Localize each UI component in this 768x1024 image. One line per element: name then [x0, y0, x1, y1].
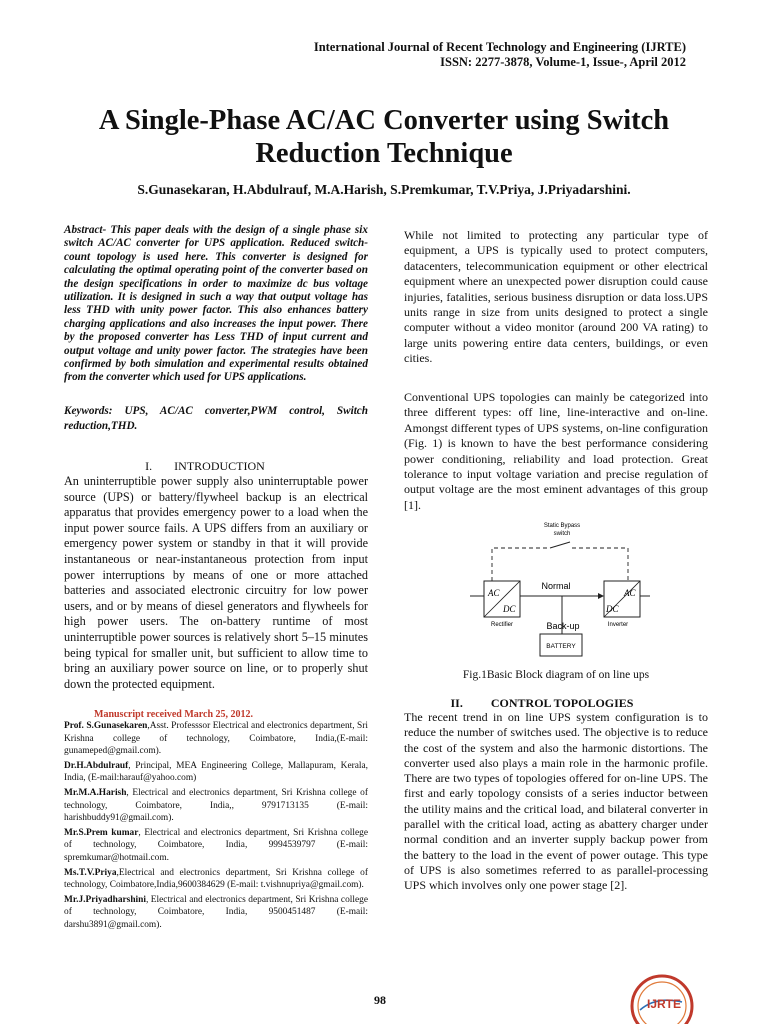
ups-applications-paragraph: While not limited to protecting any particular type of equipment, a UPS is typically used to protect computers, datacenters, telecommunication equipment or other electrical equipment where an unexpected power disruption could cause injuries, fatalities, serious business disruption or data loss.UPS units range in size from units designed to protect a single computer without a video monitor (around 200 VA rating) to large units powering entire data centers, buildings, or even cities.	[404, 228, 708, 366]
affiliation-detail: , Electrical and electronics department, Sri Krishna college of technology, Coimbatore, India,, 9791713135 (E-mail: harishbuddy91@gmail.com).	[64, 787, 368, 824]
ijrte-logo	[626, 966, 698, 1024]
affiliation-detail: , Electrical and electronics department, Sri Krishna college of technology, Coimbatore, India, 9500451487 (E-mail: darshu3891@gmail.com).	[64, 894, 368, 930]
rectifier-ac: AC	[488, 588, 500, 598]
author-list: S.Gunasekaran, H.Abdulrauf, M.A.Harish, S.Premkumar, T.V.Priya, J.Priyadarshini.	[137, 182, 631, 197]
section-title: CONTROL TOPOLOGIES	[490, 696, 634, 710]
affiliation-item	[64, 760, 368, 785]
paper-title: A Single-Phase AC/AC Converter using Switch Reduction Technique	[98, 105, 670, 169]
section-heading-introduction	[64, 459, 368, 474]
normal-arrow-icon	[598, 593, 604, 599]
affiliation-detail: , Principal, MEA Engineering College, Mallapuram, Kerala, India, (E-mail:harauf@yahoo.com)	[64, 760, 368, 784]
issn-line: ISSN: 2277-3878, Volume-1, Issue-, April 2012	[440, 55, 686, 69]
affiliation-name: Ms.T.V.Priya	[64, 867, 117, 878]
affiliation-detail: ,Electrical and electronics department, Sri Krishna college of technology, Coimbatore,India,9600384629 (E-mail: t.vishnupriya@gmail.com).	[64, 867, 368, 891]
introduction-text: An uninterruptible power supply also uninterruptable power source (UPS) or battery/flywheel backup is an electrical apparatus that provides emergency power to a load when the input power source fails. A UPS differs from an auxiliary or emergency power system or standby in that it will provide instantaneous or near-instantaneous protection from input power interruptions by means of one or more attached batteries and associated electronic circuitry for low power users, and or by means of diesel generators and flywheels for high power users. The on-battery runtime of most uninterruptible power sources is relatively short 5–15 minutes being typical for smaller unit, but sufficient to allow time to bring an auxiliary power source on line, or to properly shut down the protected equipment.	[64, 474, 368, 691]
section-heading-control-topologies	[404, 696, 708, 711]
battery-label: BATTERY	[546, 643, 576, 650]
ups-block-diagram	[470, 516, 650, 666]
backup-label: Back-up	[546, 621, 580, 631]
affiliation-item	[64, 827, 368, 865]
static-bypass-label: Static Bypass	[543, 523, 581, 529]
inverter-dc: DC	[606, 604, 619, 614]
normal-label: Normal	[541, 581, 571, 591]
section-number: II.	[450, 696, 463, 710]
affiliation-name: Mr.S.Prem kumar	[64, 827, 139, 838]
figure-caption: Fig.1Basic Block diagram of on line ups	[462, 669, 650, 681]
logo-text: IJRTE	[646, 997, 682, 1011]
affiliation-item	[64, 787, 368, 825]
manuscript-received: Manuscript received March 25, 2012.	[94, 709, 254, 720]
journal-name: International Journal of Recent Technology and Engineering (IJRTE)	[313, 40, 686, 54]
control-topologies-text: The recent trend in on line UPS system configuration is to reduce the number of switches used. The objective is to reduce the cost of the system and also the harmonic distortions. The converter used also plays a main role in the harmonic profile. There are two types of topologies offered for on-line UPS. The first and early topology consists of a series inductor between the utility mains and the critical load, and bilateral converter in parallel with the critical load, acting as abattery charger under normal condition and an inverter supply backup power from the battery to the load in the event of power outage. This type of UPS is also sometimes referred to as parallel-processing UPS which involves only one power stage [2].	[404, 710, 708, 893]
abstract: Abstract- This paper deals with the design of a single phase six switch AC/AC converter for UPS application. Reduced switch-count topology is used here. This converter is designed for calculating the optimal operating point of the converter based on the design specifications in order to maximize dc bus voltage utilization. It is designed in such a way that output voltage has less THD with unity power factor. This also enhances battery charging applications and also increases the input power. There by the proposed converter has Less THD of input current and output voltage and unity power factor. The strategies have been confirmed by both simulation and experimental results obtained from the converter which used for UPS applications.	[64, 224, 368, 384]
bypass-path	[492, 548, 548, 581]
page-number: 98	[374, 993, 386, 1007]
inverter-label: Inverter	[607, 622, 629, 628]
rectifier-dc: DC	[503, 604, 516, 614]
affiliation-name: Mr.M.A.Harish	[64, 787, 127, 798]
journal-header	[314, 40, 686, 70]
affiliation-name: Prof. S.Gunasekaren	[64, 721, 148, 731]
switch-label: switch	[553, 531, 571, 537]
rectifier-label: Rectifier	[490, 622, 514, 628]
affiliation-name: Dr.H.Abdulrauf	[64, 760, 129, 771]
affiliation-item	[64, 720, 368, 758]
bypass-switch	[550, 542, 570, 548]
affiliation-detail: , Electrical and electronics department, Sri Krishna college of technology, Coimbatore, India, 9994539797 (E-mail: spremkumar@hotmail.com.	[64, 827, 368, 863]
bypass-path-right	[572, 548, 628, 581]
ups-topologies-paragraph: Conventional UPS topologies can mainly be categorized into three different types: off line, line-interactive and on-line. Amongst different types of UPS systems, on-line configuration (Fig. 1) is known to have the best performance considering power conditioning, reliability and load protection. Great tolerance to input voltage variation and precise regulation of output voltage are the most eminent advantages of this group [1].	[404, 390, 708, 512]
inverter-ac: AC	[624, 588, 636, 598]
section-title: INTRODUCTION	[174, 459, 265, 473]
affiliation-detail: ,Asst. Professsor Electrical and electronics department, Sri Krishna college of technology, Coimbatore, India,(E-mail: gunameped@gmail.com).	[64, 721, 368, 757]
author-affiliations	[64, 720, 368, 934]
keywords: Keywords: UPS, AC/AC converter,PWM control, Switch reduction,THD.	[64, 405, 368, 432]
affiliation-name: Mr.J.Priyadharshini	[64, 894, 146, 905]
section-number: I.	[145, 459, 153, 473]
affiliation-item	[64, 894, 368, 932]
affiliation-item	[64, 867, 368, 892]
